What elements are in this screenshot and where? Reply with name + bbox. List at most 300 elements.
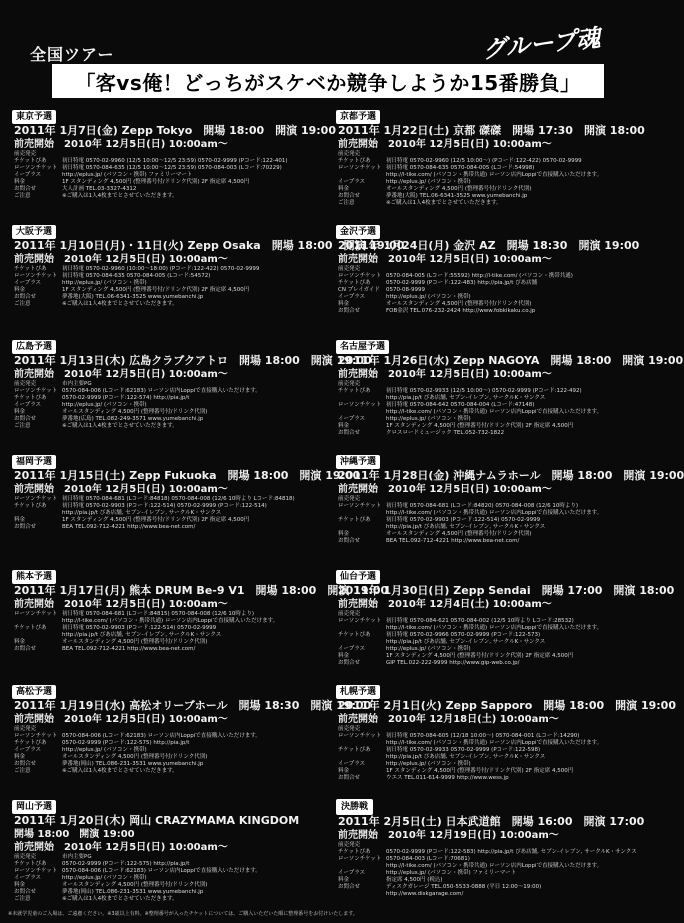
detail-label: チケットぴあ xyxy=(338,632,371,638)
detail-value xyxy=(386,381,632,388)
detail-label: ご注意 xyxy=(338,200,355,206)
detail-label: 料金 xyxy=(14,287,26,293)
detail-value: 初日特電 0570-084-635 0570-084-005 (Lコード:54998) xyxy=(386,165,535,171)
detail-value: http://eplus.jp/ (パソコン・携帯) ファミリーマート xyxy=(62,172,193,178)
sale-start: 前売開始 2010年 12月5日(日) 10:00am～ xyxy=(338,369,552,380)
detail-label: ローソンチケット xyxy=(14,733,58,739)
detail-value: 初日特電 0570-02-9960 (12/5 10:00～12/5 23:59) 0570-02-9999 (Pコード:122-401) xyxy=(62,158,288,164)
venue-headline: 2011年 1月28日(金) 沖縄ナムラホール 開場 18:00 開演 19:00 xyxy=(338,469,684,482)
detail-row xyxy=(338,747,632,754)
detail-label: ご注意 xyxy=(14,301,31,307)
detail-row xyxy=(14,294,308,301)
venue-block xyxy=(332,449,684,564)
sale-start: 前売開始 2010年 12月5日(日) 10:00am～ xyxy=(338,139,552,150)
detail-value: ※ご購入は1人4枚までとさせていただきます。 xyxy=(62,896,178,902)
detail-row xyxy=(14,266,308,273)
detail-row xyxy=(14,639,308,646)
detail-row xyxy=(338,186,632,193)
detail-value: http://www.diskgarage.com/ xyxy=(386,891,464,897)
detail-label: CN プレイガイド xyxy=(338,287,380,293)
detail-value: オールスタンディング 4,500円 (整理番号付/ドリンク代別) xyxy=(386,186,532,192)
detail-value: 0570-02-9999 (Pコード:122-583) http://pia.jp/t ぴあ店舗, セブン-イレブン, サークルK・サンクス xyxy=(386,849,637,855)
detail-value: クロスロードミュージック TEL.052-732-1822 xyxy=(386,430,505,436)
venue-tag: 大阪予選 xyxy=(12,225,56,239)
detail-label: ローソンチケット xyxy=(14,496,58,502)
detail-row xyxy=(338,273,632,280)
detail-value: http://eplus.jp/ (パソコン・携帯) xyxy=(386,761,471,767)
detail-row xyxy=(338,381,632,388)
detail-label: 料金 xyxy=(14,517,26,523)
detail-value: 初日特電 0570-084-642 0570-084-004 (Lコード:47148) xyxy=(386,402,535,408)
sale-start: 前売開始 2010年 12月5日(日) 10:00am～ xyxy=(14,484,228,495)
detail-row xyxy=(338,856,632,863)
detail-row xyxy=(14,503,308,510)
detail-value: 1F スタンディング 4,500円 (整理番号付/ドリンク代別) 2F 指定席 4,500円 xyxy=(62,287,250,293)
detail-row xyxy=(338,388,632,395)
detail-row xyxy=(14,761,308,768)
detail-row xyxy=(338,430,632,437)
detail-row xyxy=(338,416,632,423)
venue-headline: 2011年 1月13日(木) 広島クラブクアトロ 開場 18:00 開演 19:00 xyxy=(14,354,372,367)
venue-headline: 2011年 1月15日(土) Zepp Fukuoka 開場 18:00 開演 19:00 xyxy=(14,469,361,482)
detail-row xyxy=(14,854,308,861)
detail-value: 0570-02-9999 (Pコード:122-483) http://pia.jp/t ぴあ店舗 xyxy=(386,280,538,286)
detail-label: ローソンチケット xyxy=(338,856,382,862)
detail-value: ウエス TEL.011-614-9999 http://www.wess.jp xyxy=(386,775,509,781)
detail-label: お問合せ xyxy=(338,775,361,781)
detail-row xyxy=(14,896,308,903)
detail-row xyxy=(14,882,308,889)
detail-value: http://eplus.jp/ (パソコン・携帯) ファミリーマート xyxy=(386,870,517,876)
detail-row xyxy=(338,733,632,740)
detail-label: イープラス xyxy=(338,761,366,767)
venue-tag: 仙台予選 xyxy=(336,570,380,584)
detail-value: オールスタンディング 4,500円 (整理番号付/ドリンク代別) xyxy=(62,882,208,888)
detail-row xyxy=(14,625,308,632)
detail-value: ※ご購入は1人4枚までとさせていただきます。 xyxy=(62,301,178,307)
venue-headline: 2011年 1月22日(土) 京都 磔磔 開場 17:30 開演 18:00 xyxy=(338,124,645,137)
detail-label: 料金 xyxy=(338,768,350,774)
detail-row xyxy=(14,409,308,416)
detail-label: 料金 xyxy=(338,877,350,883)
detail-value xyxy=(386,611,632,618)
detail-row xyxy=(338,524,632,531)
detail-value: 市内主要PG xyxy=(62,381,92,387)
detail-row xyxy=(338,200,632,207)
detail-row xyxy=(338,891,632,898)
detail-row xyxy=(14,395,308,402)
venue-tag: 京都予選 xyxy=(336,110,380,124)
detail-row xyxy=(14,280,308,287)
venue-headline: 2011年 1月24日(月) 金沢 AZ 開場 18:30 開演 19:00 xyxy=(338,239,640,252)
detail-value: 0570-084-005 (Lコード:55592) http://l-tike.com/ (パソコン・携帯共通) xyxy=(386,273,573,279)
detail-label: 前売発売 xyxy=(14,726,37,732)
detail-value: 夢番地(岡山) TEL.086-231-3531 www.yumebanchi.jp xyxy=(62,761,204,767)
detail-value: http://l-tike.com/ (パソコン・携帯共通) ローソン店内Loppiで直接購入いただけます。 xyxy=(386,625,603,631)
detail-row xyxy=(14,618,308,625)
detail-value: ※ご購入は1人4枚までとさせていただきます。 xyxy=(62,423,178,429)
detail-row xyxy=(14,768,308,775)
detail-value: 0570-084-006 (Lコード:62183) ローソン店内Loppiで直接購入いただけます。 xyxy=(62,733,261,739)
detail-value: 0570-084-003 (Lコード:70681) xyxy=(386,856,470,862)
detail-value: http://l-tike.com/ (パソコン・携帯共通) ローソン店内Loppiで直接購入いただけます。 xyxy=(62,618,279,624)
detail-row xyxy=(338,531,632,538)
detail-value: ※ご購入は1人4枚までとさせていただきます。 xyxy=(62,768,178,774)
detail-value: 0570-02-9999 (Pコード:122-575) http://pia.jp/t xyxy=(62,861,190,867)
sale-start: 前売開始 2010年 12月5日(日) 10:00am～ xyxy=(338,254,552,265)
detail-row xyxy=(338,625,632,632)
detail-row xyxy=(338,768,632,775)
detail-label: ローソンチケット xyxy=(14,611,58,617)
detail-label: チケットぴあ xyxy=(14,266,47,272)
detail-label: お問合せ xyxy=(14,294,37,300)
sale-start: 前売開始 2010年 12月19日(日) 10:00am～ xyxy=(338,830,559,841)
detail-value: 初日特電 0570-02-9960 (12/5 10:00～) (Pコード:122-422) 0570-02-9999 xyxy=(386,158,582,164)
detail-row xyxy=(14,388,308,395)
detail-label: ご注意 xyxy=(14,896,31,902)
detail-row xyxy=(338,877,632,884)
detail-row xyxy=(338,754,632,761)
venue-block xyxy=(332,794,645,906)
detail-value: http://eplus.jp/ (パソコン・携帯) xyxy=(386,416,471,422)
detail-row xyxy=(14,158,308,165)
detail-label: 前売発売 xyxy=(338,611,361,617)
detail-label: イープラス xyxy=(338,294,366,300)
detail-value: http://eplus.jp/ (パソコン・携帯) xyxy=(386,179,471,185)
detail-row xyxy=(338,538,632,545)
detail-label: チケットぴあ xyxy=(14,625,47,631)
detail-label xyxy=(338,740,386,747)
detail-value xyxy=(386,266,632,273)
sale-start: 前売開始 2010年 12月5日(日) 10:00am～ xyxy=(338,484,552,495)
detail-label: チケットぴあ xyxy=(14,158,47,164)
detail-label: ローソンチケット xyxy=(14,388,58,394)
detail-label xyxy=(338,172,386,179)
band-logo-text: グループ魂 xyxy=(481,22,602,65)
detail-value: 1F スタンディング 4,500円 (整理番号付/ドリンク代別) 2F 指定席 4,500円 xyxy=(386,423,574,429)
detail-row xyxy=(14,287,308,294)
detail-value: http://l-tike.com/ (パソコン・携帯共通) ローソン店内Loppiで直接購入いただけます。 xyxy=(386,172,603,178)
detail-value: http://eplus.jp/ (パソコン・携帯) xyxy=(386,646,471,652)
venue-block xyxy=(332,564,675,679)
detail-value xyxy=(386,496,632,503)
detail-row xyxy=(338,287,632,294)
detail-row xyxy=(14,868,308,875)
detail-row xyxy=(14,740,308,747)
detail-row xyxy=(338,395,632,402)
detail-label: 料金 xyxy=(14,179,26,185)
detail-value: http://pia.jp/t ぴあ店舗, セブン-イレブン, サークルK・サンクス xyxy=(386,639,546,645)
detail-label: 前売発売 xyxy=(338,496,361,502)
detail-label xyxy=(338,863,386,870)
detail-row xyxy=(14,510,308,517)
detail-row xyxy=(338,179,632,186)
detail-row xyxy=(14,186,308,193)
detail-value: http://l-tike.com/ (パソコン・携帯共通) ローソン店内Loppiで直接購入いただけます。 xyxy=(386,863,603,869)
detail-value xyxy=(62,726,308,733)
detail-value: 0570-08-9999 xyxy=(386,287,425,293)
detail-value: http://l-tike.com/ (パソコン・携帯共通) ローソン店内Loppiで直接購入いただけます。 xyxy=(386,409,603,415)
detail-label xyxy=(338,891,386,898)
detail-row xyxy=(338,775,632,782)
sale-start: 前売開始 2010年 12月5日(日) 10:00am～ xyxy=(14,254,228,265)
detail-value: 初日特電 0570-02-9903 (Pコード:122-514) 0570-02-9999 xyxy=(386,517,541,523)
detail-row xyxy=(14,423,308,430)
detail-row xyxy=(14,381,308,388)
detail-label: チケットぴあ xyxy=(14,503,47,509)
detail-label: 料金 xyxy=(338,423,350,429)
venue-block xyxy=(8,794,308,906)
venue-block xyxy=(332,334,684,449)
detail-row xyxy=(14,646,308,653)
detail-label: 前売発売 xyxy=(338,151,361,157)
detail-label: ご注意 xyxy=(14,193,31,199)
detail-row xyxy=(338,870,632,877)
detail-row xyxy=(338,646,632,653)
detail-label: お問合せ xyxy=(338,430,361,436)
detail-label xyxy=(14,632,62,639)
detail-value: http://l-tike.com/ (パソコン・携帯共通) ローソン店内Loppiで直接購入いただけます。 xyxy=(386,510,603,516)
detail-value xyxy=(386,151,632,158)
detail-label: イープラス xyxy=(338,646,366,652)
detail-row xyxy=(338,308,632,315)
detail-label: 前売発売 xyxy=(338,381,361,387)
detail-label: イープラス xyxy=(14,280,42,286)
detail-value: 初日特電 0570-084-681 (Lコード:84820) 0570-084-008 (12/6 10時より) xyxy=(386,503,579,509)
detail-value: 初日特電 0570-084-605 (12/18 10:00～) 0570-084-001 (Lコード:14290) xyxy=(386,733,580,739)
detail-label: チケットぴあ xyxy=(338,388,371,394)
detail-row xyxy=(14,179,308,186)
detail-label: お問合せ xyxy=(338,308,361,314)
detail-value: BEA TEL.092-712-4221 http://www.bea-net.com/ xyxy=(386,538,520,544)
detail-label: チケットぴあ xyxy=(14,740,47,746)
detail-row xyxy=(338,726,632,733)
detail-row xyxy=(338,849,637,856)
detail-value: 市内主要PG xyxy=(62,854,92,860)
detail-value: 初日特電 0570-084-635 (12/5 10:00～12/5 23:59) 0570-084-003 (Lコード:70229) xyxy=(62,165,282,171)
detail-value: FOB金沢 TEL.076-232-2424 http://www.fobkikaku.co.jp xyxy=(386,308,536,314)
detail-value: http://pia.jp/t ぴあ店舗, セブン-イレブン, サークルK・サンクス xyxy=(62,510,222,516)
detail-value: 初日特電 0570-02-9903 (Pコード:122-514) 0570-02-9999 (Pコード:122-514) xyxy=(62,503,267,509)
detail-row xyxy=(338,409,632,416)
detail-label: チケットぴあ xyxy=(14,861,47,867)
detail-label: 料金 xyxy=(338,301,350,307)
detail-row xyxy=(14,861,308,868)
venue-tag: 決勝戦 xyxy=(336,799,373,815)
detail-value: オールスタンディング 4,500円 (整理番号付/ドリンク代別) xyxy=(386,531,532,537)
detail-row xyxy=(338,158,632,165)
detail-row xyxy=(338,402,632,409)
detail-row xyxy=(14,151,308,158)
detail-label: イープラス xyxy=(338,870,366,876)
detail-value: 初日特電 0570-084-621 0570-084-002 (12/5 10時より Lコード:28532) xyxy=(386,618,574,624)
detail-label: チケットぴあ xyxy=(338,280,371,286)
detail-label: 前売発売 xyxy=(14,151,37,157)
sale-start: 前売開始 2010年 12月5日(日) 10:00am～ xyxy=(14,369,228,380)
venue-tag: 札幌予選 xyxy=(336,685,380,699)
detail-row xyxy=(338,510,632,517)
detail-label xyxy=(338,639,386,646)
detail-value: 大人計画 TEL.03-3327-4312 xyxy=(62,186,137,192)
venue-headline: 2011年 1月26日(水) Zepp NAGOYA 開場 18:00 開演 19:00 xyxy=(338,354,684,367)
venue-tag: 名古屋予選 xyxy=(336,340,389,354)
detail-label xyxy=(14,510,62,517)
detail-row xyxy=(14,165,308,172)
detail-label: 前売発売 xyxy=(14,381,37,387)
detail-value: 夢番地(岡山) TEL.086-231-3531 www.yumebanchi.jp xyxy=(62,889,204,895)
detail-row xyxy=(14,726,308,733)
sale-start: 前売開始 2010年 12月5日(日) 10:00am～ xyxy=(14,714,228,725)
venue-tag: 熊本予選 xyxy=(12,570,56,584)
detail-label xyxy=(338,395,386,402)
right-column xyxy=(332,104,684,906)
detail-row xyxy=(14,632,308,639)
footer-note: ※未就学児童のご入場は、ご遠慮ください。※3歳以上有料。※整理番号が入ったチケットについては、ご購入いただいた順に整理番号をお付けいたします。 xyxy=(8,911,358,917)
detail-value: http://l-tike.com/ (パソコン・携帯共通) ローソン店内Loppiで直接購入いただけます。 xyxy=(386,740,603,746)
sale-start: 前売開始 2010年 12月18日(土) 10:00am～ xyxy=(338,714,559,725)
venue-tag: 金沢予選 xyxy=(336,225,380,239)
band-logo xyxy=(482,24,632,66)
detail-label: ローソンチケット xyxy=(14,868,58,874)
detail-label: お問合せ xyxy=(14,524,37,530)
detail-label: チケットぴあ xyxy=(338,158,371,164)
detail-row xyxy=(338,653,632,660)
detail-value: 0570-02-9999 (Pコード:122-574) http://pia.jp/t xyxy=(62,395,190,401)
detail-label: イープラス xyxy=(14,747,42,753)
venue-block xyxy=(8,104,336,219)
detail-label: イープラス xyxy=(14,402,42,408)
detail-row xyxy=(14,402,308,409)
detail-value: 初日特電 0570-02-9933 (12/5 10:00～) 0570-02-9999 (Pコード:122-492) xyxy=(386,388,582,394)
detail-value: 1F スタンディング 4,500円 (整理番号付/ドリンク代別) 2F 指定席 4,500円 xyxy=(62,179,250,185)
detail-value: オールスタンディング 4,500円 (整理番号付/ドリンク代別) xyxy=(62,639,208,645)
detail-label: ご注意 xyxy=(14,768,31,774)
venue-headline: 2011年 1月20日(木) 岡山 CRAZYMAMA KINGDOM xyxy=(14,814,300,827)
detail-value: BEA TEL.092-712-4221 http://www.bea-net.com/ xyxy=(62,646,196,652)
detail-row xyxy=(338,618,632,625)
detail-row xyxy=(14,496,308,503)
detail-value: http://pia.jp/t ぴあ店舗, セブン-イレブン, サークルK・サンクス xyxy=(62,632,222,638)
detail-label: ローソンチケット xyxy=(338,618,382,624)
detail-value: http://eplus.jp/ (パソコン・携帯) xyxy=(62,280,147,286)
detail-value: BEA TEL.092-712-4221 http://www.bea-net.com/ xyxy=(62,524,196,530)
detail-label: ローソンチケット xyxy=(14,165,58,171)
detail-label: チケットぴあ xyxy=(14,395,47,401)
detail-value: ディスクガレージ TEL.050-5533-0888 (平日 12:00～19:00) xyxy=(386,884,542,890)
detail-row xyxy=(338,294,632,301)
detail-row xyxy=(338,503,632,510)
detail-value: 初日特電 0570-084-681 (Lコード:84818) 0570-084-008 (12/6 10時より Lコード:84818) xyxy=(62,496,295,502)
detail-label: 料金 xyxy=(14,754,26,760)
venue-headline: 2011年 1月7日(金) Zepp Tokyo 開場 18:00 開演 19:00 xyxy=(14,124,336,137)
detail-label: チケットぴあ xyxy=(338,849,371,855)
venue-headline: 2011年 1月19日(水) 高松オリーブホール 開場 18:30 開演 19:00 xyxy=(14,699,372,712)
detail-row xyxy=(14,747,308,754)
detail-value: http://pia.jp/t ぴあ店舗, セブン-イレブン, サークルK・サンクス xyxy=(386,754,546,760)
detail-value: http://eplus.jp/ (パソコン・携帯) xyxy=(62,747,147,753)
detail-label: ローソンチケット xyxy=(338,165,382,171)
detail-value: オールスタンディング 4,500円 (整理番号付/ドリンク代別) xyxy=(62,409,208,415)
detail-value: http://pia.jp/t ぴあ店舗, セブン-イレブン, サークルK・サンクス xyxy=(386,395,546,401)
detail-value: http://pia.jp/t ぴあ店舗, セブン-イレブン, サークルK・サンクス xyxy=(386,524,546,530)
detail-value: GIP TEL.022-222-9999 http://www.gip-web.co.jp/ xyxy=(386,660,520,666)
detail-label: 料金 xyxy=(14,882,26,888)
detail-label: イープラス xyxy=(14,875,42,881)
sale-start: 前売開始 2010年 12月5日(日) 10:00am～ xyxy=(14,139,228,150)
detail-value: ※ご購入は1人4枚までとさせていただきます。 xyxy=(62,193,178,199)
detail-row xyxy=(338,423,632,430)
venue-headline: 2011年 1月10日(月)・11日(火) Zepp Osaka 開場 18:00 開演 19:00 xyxy=(14,239,405,252)
detail-value: http://eplus.jp/ (パソコン・携帯) xyxy=(386,294,471,300)
detail-label xyxy=(338,524,386,531)
detail-row xyxy=(14,301,308,308)
detail-value: 夢番地(大阪) TEL.06-6341-3525 www.yumebanchi.jp xyxy=(62,294,204,300)
detail-label: お問合せ xyxy=(14,416,37,422)
detail-value xyxy=(386,842,632,849)
detail-row xyxy=(338,611,632,618)
detail-value: 初日特電 0570-02-9933 0570-02-9999 (Pコード:122-598) xyxy=(386,747,541,753)
detail-row xyxy=(338,884,632,891)
detail-label: お問合せ xyxy=(14,186,37,192)
detail-label: ローソンチケット xyxy=(338,733,382,739)
venue-tag: 東京予選 xyxy=(12,110,56,124)
detail-row xyxy=(338,280,632,287)
detail-value: 0570-02-9999 (Pコード:122-575) http://pia.jp/t xyxy=(62,740,190,746)
venue-block xyxy=(332,104,645,219)
detail-value: ※ご購入は1人4枚までとさせていただきます。 xyxy=(386,200,502,206)
venue-headline: 2011年 1月17日(月) 熊本 DRUM Be-9 V1 開場 18:00 開演 19:00 xyxy=(14,584,389,597)
detail-row xyxy=(14,517,308,524)
detail-row xyxy=(14,875,308,882)
detail-label: 料金 xyxy=(14,639,26,645)
detail-value: 0570-084-006 (Lコード:62183) ローソン店内Loppiで直接購入いただけます。 xyxy=(62,388,261,394)
detail-row xyxy=(338,301,632,308)
detail-value: 初日特電 0570-084-681 (Lコード:84815) 0570-084-008 (12/6 10時より) xyxy=(62,611,255,617)
detail-label: お問合せ xyxy=(338,193,361,199)
detail-label xyxy=(338,625,386,632)
detail-row xyxy=(338,496,632,503)
detail-value: 1F スタンディング 4,500円 (整理番号付/ドリンク代別) 2F 指定席 4,500円 xyxy=(62,517,250,523)
detail-value: オールスタンディング 4,500円 (整理番号付/ドリンク代別) xyxy=(386,301,532,307)
venue-headline: 2011年 2月1日(火) Zepp Sapporo 開場 18:00 開演 19:00 xyxy=(338,699,676,712)
detail-label: チケットぴあ xyxy=(338,517,371,523)
detail-row xyxy=(338,660,632,667)
venue-tag: 高松予選 xyxy=(12,685,56,699)
detail-row xyxy=(338,740,632,747)
detail-value: 指定席 4,500円 (税込) xyxy=(386,877,443,883)
detail-value: http://eplus.jp/ (パソコン・携帯) xyxy=(62,875,147,881)
detail-value: 1F スタンディング 4,500円 (整理番号付/ドリンク代別) 2F 指定席 4,500円 xyxy=(386,768,574,774)
detail-label: ローソンチケット xyxy=(338,273,382,279)
detail-value xyxy=(386,726,632,733)
detail-label: お問合せ xyxy=(14,889,37,895)
detail-row xyxy=(338,266,632,273)
sale-start: 前売開始 2010年 12月4日(土) 10:00am～ xyxy=(338,599,552,610)
detail-value: 初日特電 0570-084-635 0570-084-005 (Lコード:54572) xyxy=(62,273,211,279)
detail-label: お問合せ xyxy=(338,660,361,666)
detail-label: 前売発売 xyxy=(338,842,361,848)
detail-label xyxy=(14,618,62,625)
detail-label xyxy=(338,510,386,517)
detail-value: 夢番地(大阪) TEL.06-6341-3525 www.yumebanchi.jp xyxy=(386,193,528,199)
detail-row xyxy=(338,151,632,158)
tour-label: 全国ツアー xyxy=(30,45,115,64)
detail-value: 初日特電 0570-02-9966 0570-02-9999 (Pコード:122-573) xyxy=(386,632,541,638)
detail-row xyxy=(338,193,632,200)
detail-row xyxy=(14,416,308,423)
detail-row xyxy=(338,639,632,646)
detail-row xyxy=(14,524,308,531)
